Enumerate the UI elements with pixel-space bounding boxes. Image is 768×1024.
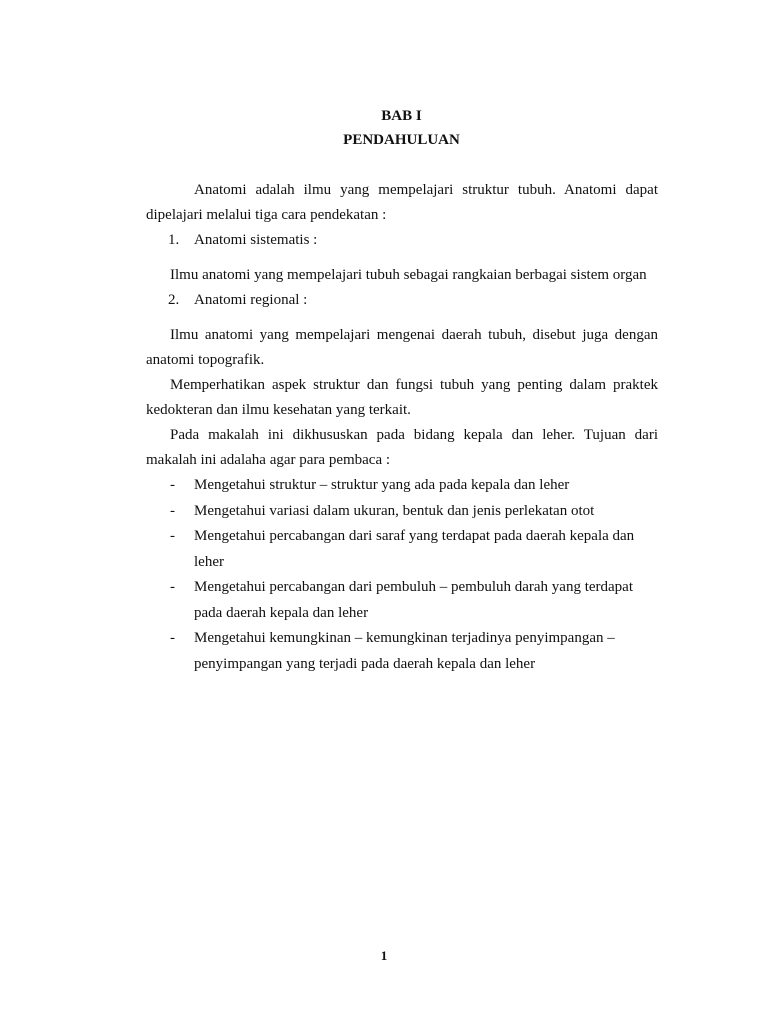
- objective-text: Mengetahui struktur – struktur yang ada pada kepala dan leher: [194, 477, 570, 493]
- intro-paragraph: Anatomi adalah ilmu yang mempelajari struktur tubuh. Anatomi dapat dipelajari melalui tiga cara pendekatan :: [146, 182, 658, 223]
- document-body: [146, 178, 658, 677]
- numbered-list-item: [146, 288, 658, 313]
- purpose-paragraph: Pada makalah ini dikhususkan pada bidang kepala dan leher. Tujuan dari makalah ini adalaha agar para pembaca :: [146, 427, 658, 468]
- numbered-list-item: [146, 228, 658, 253]
- list-item: [146, 499, 658, 525]
- list-number: 1.: [168, 232, 180, 248]
- list-item: [146, 626, 658, 677]
- approach-label: Anatomi sistematis :: [194, 232, 318, 248]
- approach-item-2: [146, 288, 658, 313]
- objectives-list: [146, 473, 658, 677]
- approach-item-1: [146, 228, 658, 253]
- chapter-title: PENDAHULUAN: [343, 132, 460, 148]
- approach-description: Ilmu anatomi yang mempelajari mengenai daerah tubuh, disebut juga dengan anatomi topografik.: [146, 327, 658, 368]
- list-item: [146, 524, 658, 575]
- bullet-dash: -: [170, 630, 175, 646]
- list-item: [146, 473, 658, 499]
- objective-text: Mengetahui variasi dalam ukuran, bentuk dan jenis perlekatan otot: [194, 502, 595, 519]
- bullet-dash: -: [170, 477, 175, 493]
- chapter-label: BAB I: [381, 108, 422, 124]
- page-number: 1: [380, 948, 388, 963]
- bullet-dash: -: [170, 528, 175, 544]
- objective-text: Mengetahui kemungkinan – kemungkinan terjadinya penyimpangan – penyimpangan yang terjadi pada daerah kepala dan leher: [194, 630, 615, 672]
- objective-text: Mengetahui percabangan dari pembuluh – pembuluh darah yang terdapat pada daerah kepala dan leher: [194, 579, 634, 621]
- bullet-dash: -: [170, 502, 175, 519]
- list-number: 2.: [168, 292, 180, 308]
- approach-label: Anatomi regional :: [194, 292, 308, 308]
- approach-description: Ilmu anatomi yang mempelajari tubuh sebagai rangkaian berbagai sistem organ: [170, 267, 647, 283]
- aspects-paragraph: Memperhatikan aspek struktur dan fungsi tubuh yang penting dalam praktek kedokteran dan ilmu kesehatan yang terkait.: [146, 377, 658, 418]
- objective-text: Mengetahui percabangan dari saraf yang terdapat pada daerah kepala dan leher: [194, 528, 635, 570]
- list-item: [146, 575, 658, 626]
- bullet-dash: -: [170, 579, 175, 595]
